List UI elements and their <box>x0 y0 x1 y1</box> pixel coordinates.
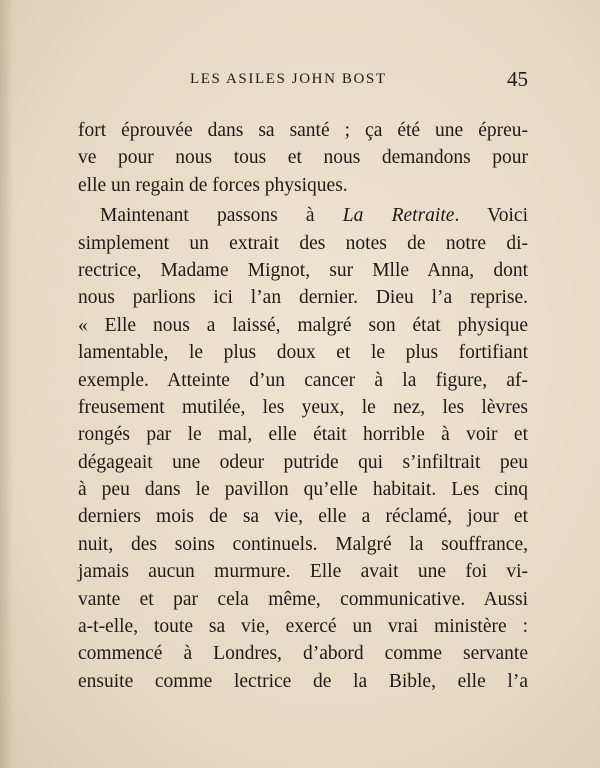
text-line: à peu dans le pavillon qu’elle habitait. Les cinq <box>78 479 528 501</box>
text-line: dégageait une odeur putride qui s’infiltrait peu <box>78 451 528 473</box>
page-number: 45 <box>507 67 528 91</box>
gutter-shadow <box>0 0 14 768</box>
text-line <box>78 202 528 229</box>
text-line: commencé à Londres, d’abord comme servante <box>78 643 528 665</box>
text-line: « Elle nous a laissé, malgré son état physique <box>78 314 528 336</box>
text-line: simplement un extrait des notes de notre di- <box>78 232 528 254</box>
paragraph-2 <box>78 202 528 695</box>
text-line: elle un regain de forces physiques. <box>78 174 348 196</box>
text-line: jamais aucun murmure. Elle avait une foi vi- <box>78 561 528 583</box>
paragraph-1 <box>78 117 528 199</box>
running-title: LES ASILES JOHN BOST <box>190 71 387 87</box>
text-line: lamentable, le plus doux et le plus fortifiant <box>78 342 528 364</box>
text-line: nous parlions ici l’an dernier. Dieu l’a reprise. <box>78 287 528 309</box>
text-line: rongés par le mal, elle était horrible à voir et <box>78 424 528 446</box>
text-line: fort éprouvée dans sa santé ; ça été une épreu- <box>78 120 528 141</box>
text-run: . Voici <box>454 205 528 227</box>
text-line: ensuite comme lectrice de la Bible, elle l’a <box>78 670 528 692</box>
body-text <box>78 117 528 695</box>
text-line: a-t-elle, toute sa vie, exercé un vrai ministère : <box>78 616 528 638</box>
text-line: rectrice, Madame Mignot, sur Mlle Anna, dont <box>78 259 528 281</box>
text-line: freusement mutilée, les yeux, le nez, les lèvres <box>78 396 528 418</box>
text-line: vante et par cela même, communicative. Aussi <box>78 588 528 610</box>
text-run: Maintenant passons à <box>100 205 343 227</box>
italic-title: La Retraite <box>342 205 455 227</box>
text-line: exemple. Atteinte d’un cancer à la figure, af- <box>78 369 528 391</box>
text-line: derniers mois de sa vie, elle a réclamé, jour et <box>78 506 528 528</box>
text-line: nuit, des soins continuels. Malgré la souffrance, <box>78 533 528 555</box>
text-line: ve pour nous tous et nous demandons pour <box>78 147 528 169</box>
page-header <box>0 66 600 92</box>
